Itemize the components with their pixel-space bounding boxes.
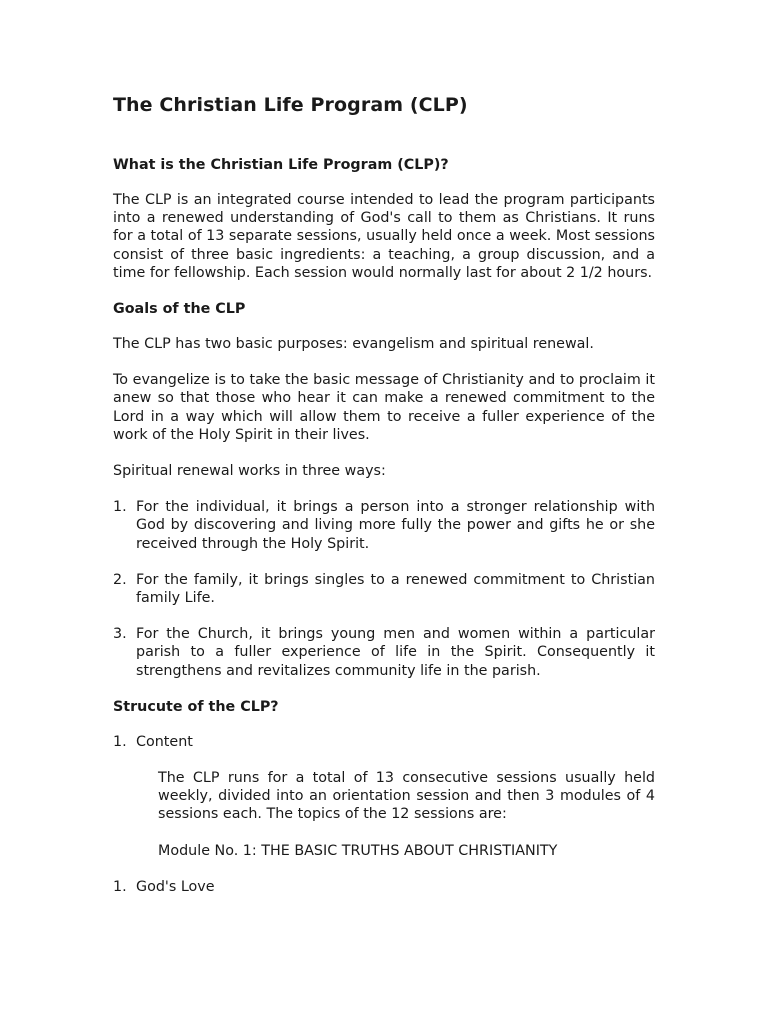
paragraph-renewal-intro: Spiritual renewal works in three ways: <box>113 463 386 480</box>
list-item-text: For the Church, it brings young men and women within a particular parish to a fuller experience of life in the Spirit. Consequently it strengthens and revitalizes community life in the parish. <box>136 626 655 679</box>
list-item-number: 1. <box>113 878 127 895</box>
list-item <box>113 625 655 680</box>
paragraph-evangelize: To evangelize is to take the basic message of Christianity and to proclaim it anew so that those who hear it can make a renewed commitment to the Lord in a way which will allow them to receive a fuller experience of the work of the Holy Spirit in their lives. <box>113 372 655 443</box>
module-heading: Module No. 1: THE BASIC TRUTHS ABOUT CHRISTIANITY <box>158 842 558 859</box>
structure-item-content <box>113 733 655 751</box>
section-heading-goals: Goals of the CLP <box>113 301 246 318</box>
list-item-number: 3. <box>113 626 127 643</box>
paragraph-clp-description: The CLP is an integrated course intended to lead the program participants into a renewed understanding of God's call to them as Christians. It runs for a total of 13 separate sessions, usually held once a week. Most sessions consist of three basic ingredients: a teaching, a group discussion, and a time for fellowship. Each session would normally last for about 2 1/2 hours. <box>113 192 655 281</box>
list-item-text: For the family, it brings singles to a renewed commitment to Christian family Life. <box>136 571 655 607</box>
section-heading-what-is: What is the Christian Life Program (CLP)? <box>113 157 449 173</box>
paragraph-purposes: The CLP has two basic purposes: evangelism and spiritual renewal. <box>113 336 594 353</box>
section-heading-structure: Strucute of the CLP? <box>113 698 279 715</box>
list-item-text: Content <box>136 733 193 750</box>
document-page <box>113 92 655 914</box>
document-title: The Christian Life Program (CLP) <box>113 94 468 116</box>
list-item-text: God's Love <box>136 878 215 895</box>
list-item-text: For the individual, it brings a person into a stronger relationship with God by discovering and living more fully the power and gifts he or she received through the Holy Spirit. <box>136 499 655 552</box>
renewal-list <box>113 498 655 680</box>
paragraph-content-description: The CLP runs for a total of 13 consecutive sessions usually held weekly, divided into an orientation session and then 3 modules of 4 sessions each. The topics of the 12 sessions are: <box>158 770 655 823</box>
list-item-number: 1. <box>113 499 127 516</box>
list-item-number: 2. <box>113 571 127 588</box>
list-item-number: 1. <box>113 733 127 750</box>
list-item <box>113 498 655 553</box>
module-item-gods-love <box>113 878 655 896</box>
list-item <box>113 571 655 607</box>
